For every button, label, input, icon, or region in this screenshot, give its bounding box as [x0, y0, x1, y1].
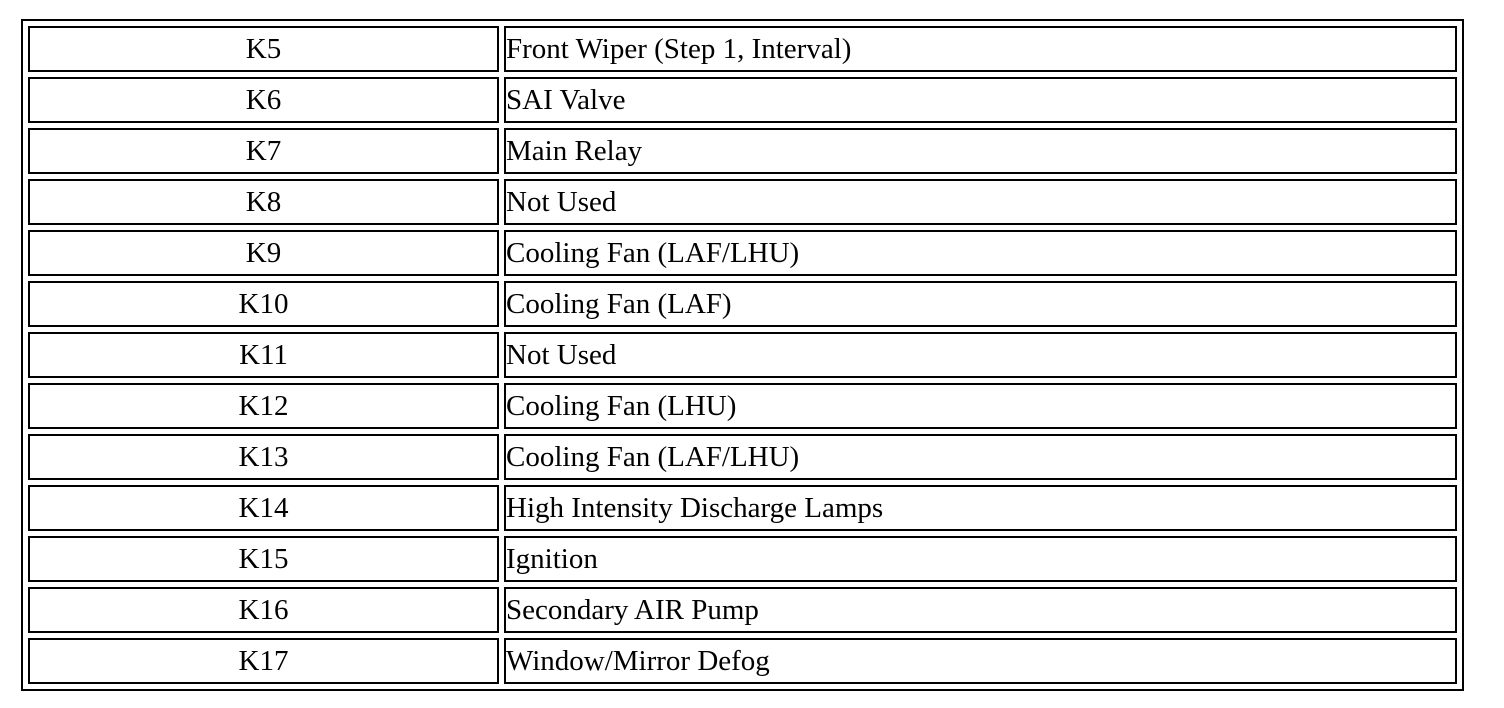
relay-description-cell: Cooling Fan (LAF) — [504, 281, 1457, 327]
table-row — [28, 587, 1457, 633]
relay-description-cell: Cooling Fan (LAF/LHU) — [504, 230, 1457, 276]
relay-code-cell: K11 — [28, 332, 499, 378]
table-row — [28, 230, 1457, 276]
relay-code-cell: K12 — [28, 383, 499, 429]
relay-code-cell: K17 — [28, 638, 499, 684]
relay-code-cell: K6 — [28, 77, 499, 123]
relay-description-cell: Cooling Fan (LAF/LHU) — [504, 434, 1457, 480]
relay-description-cell: Main Relay — [504, 128, 1457, 174]
table-row — [28, 536, 1457, 582]
relay-assignment-table — [21, 19, 1464, 691]
relay-code-cell: K9 — [28, 230, 499, 276]
relay-description-cell: Not Used — [504, 179, 1457, 225]
relay-description-cell: SAI Valve — [504, 77, 1457, 123]
table-row — [28, 638, 1457, 684]
document-page — [0, 19, 1504, 708]
table-row — [28, 26, 1457, 72]
relay-code-cell: K15 — [28, 536, 499, 582]
table-row — [28, 77, 1457, 123]
relay-code-cell: K10 — [28, 281, 499, 327]
relay-table-body — [28, 26, 1457, 684]
relay-description-cell: Front Wiper (Step 1, Interval) — [504, 26, 1457, 72]
table-row — [28, 383, 1457, 429]
table-row — [28, 485, 1457, 531]
table-row — [28, 281, 1457, 327]
relay-code-cell: K13 — [28, 434, 499, 480]
relay-code-cell: K16 — [28, 587, 499, 633]
relay-code-cell: K7 — [28, 128, 499, 174]
table-row — [28, 332, 1457, 378]
relay-code-cell: K14 — [28, 485, 499, 531]
relay-description-cell: Ignition — [504, 536, 1457, 582]
relay-description-cell: High Intensity Discharge Lamps — [504, 485, 1457, 531]
relay-description-cell: Not Used — [504, 332, 1457, 378]
relay-code-cell: K5 — [28, 26, 499, 72]
table-row — [28, 128, 1457, 174]
relay-code-cell: K8 — [28, 179, 499, 225]
table-row — [28, 179, 1457, 225]
table-row — [28, 434, 1457, 480]
relay-description-cell: Window/Mirror Defog — [504, 638, 1457, 684]
relay-description-cell: Cooling Fan (LHU) — [504, 383, 1457, 429]
relay-description-cell: Secondary AIR Pump — [504, 587, 1457, 633]
